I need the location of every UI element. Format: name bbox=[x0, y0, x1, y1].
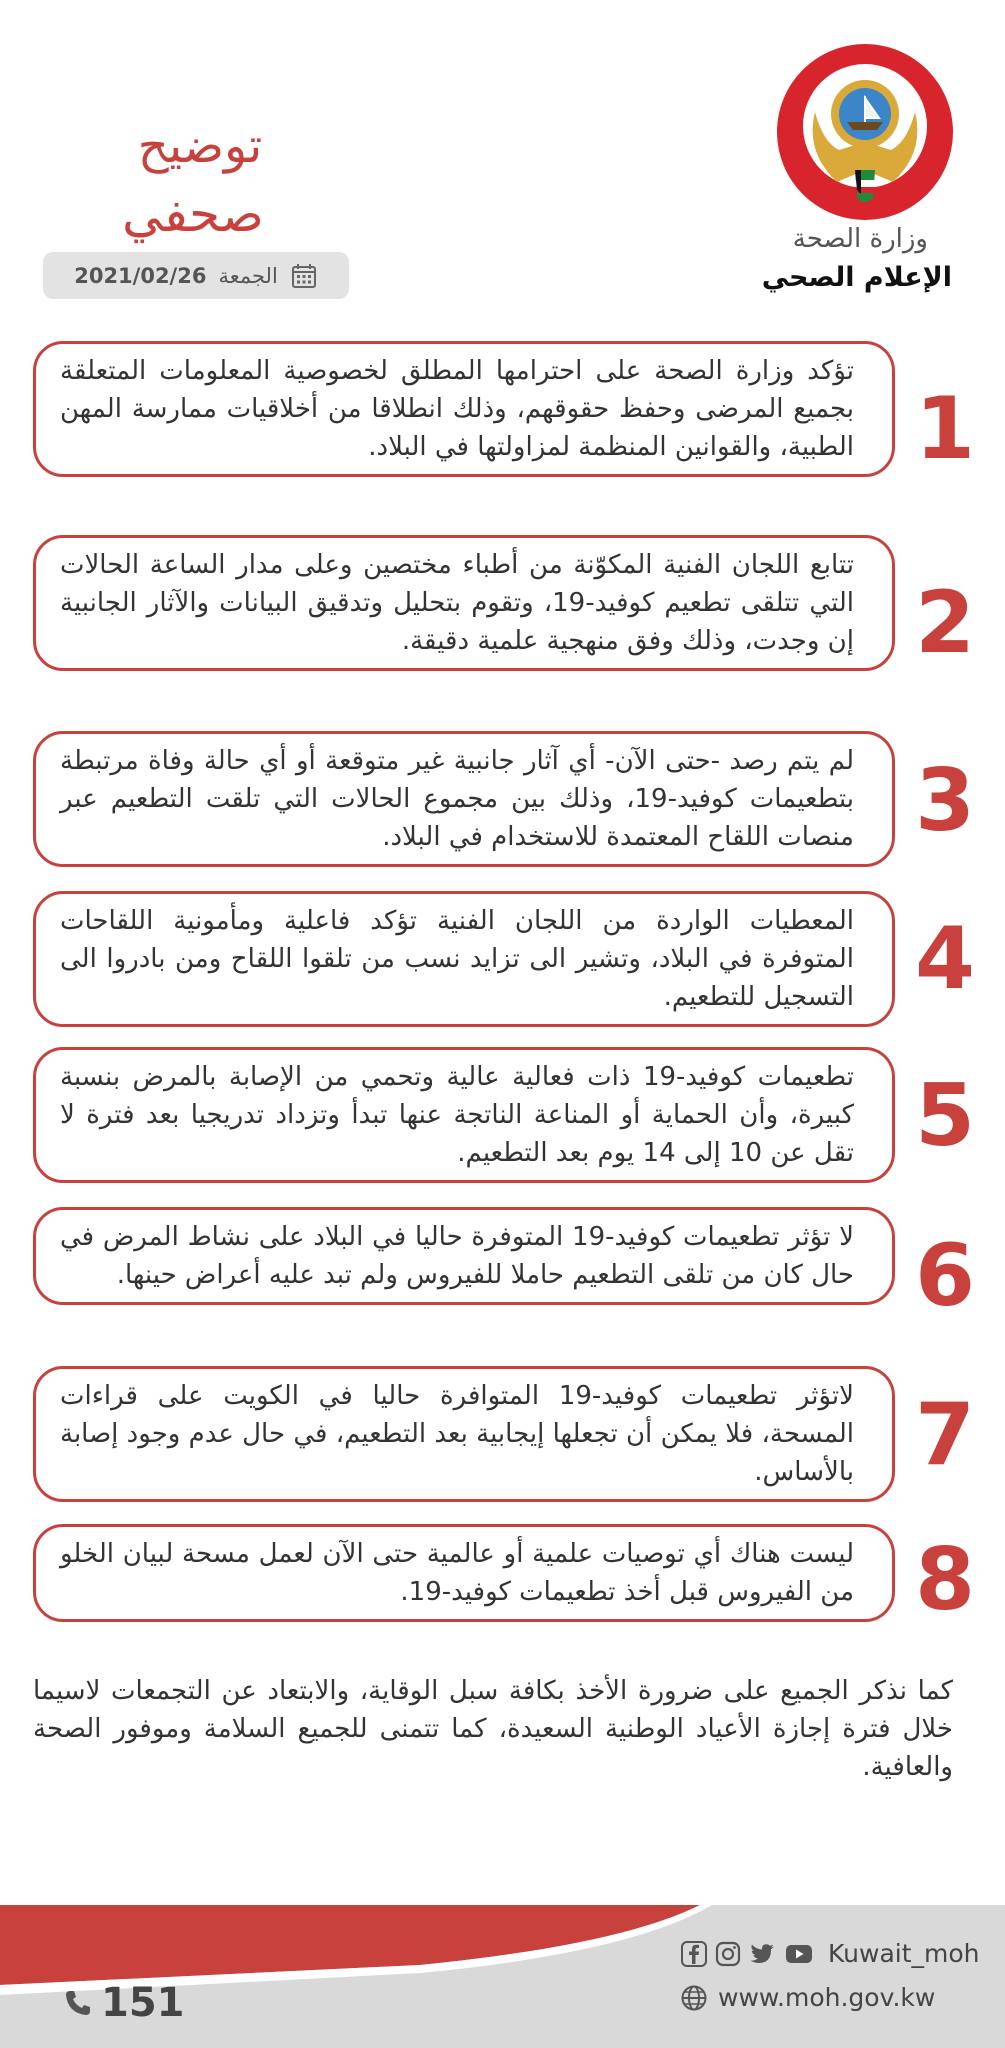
statement-text: تطعيمات كوفيد-19 ذات فعالية عالية وتحمي من الإصابة بالمرض بنسبة كبيرة، وأن الحماية أو المناعة الناتجة عنها تبدأ وتزداد تدريجيا بعد فترة لا تقل عن 10 إلى 14 يوم بعد التطعيم. bbox=[60, 1062, 854, 1168]
calendar-icon bbox=[290, 262, 318, 290]
date-badge bbox=[43, 252, 349, 299]
statement-text: ليست هناك أي توصيات علمية أو عالمية حتى الآن لعمل مسحة لبيان الخلو من الفيروس قبل أخذ تطعيمات كوفيد-19. bbox=[60, 1539, 854, 1607]
statement-number: 8 bbox=[915, 1530, 975, 1630]
website-url[interactable]: www.moh.gov.kw bbox=[718, 1983, 936, 2012]
social-handle[interactable]: Kuwait_moh bbox=[828, 1939, 980, 1968]
statement-number: 2 bbox=[915, 573, 975, 673]
website-link[interactable] bbox=[680, 1983, 935, 2012]
statement-item-7 bbox=[33, 1366, 895, 1502]
social-links bbox=[680, 1939, 980, 1968]
department-name: الإعلام الصحي bbox=[761, 262, 952, 293]
twitter-icon[interactable] bbox=[748, 1940, 776, 1968]
date-value: 2021/02/26 bbox=[74, 263, 207, 288]
instagram-icon[interactable] bbox=[714, 1940, 742, 1968]
statement-number: 7 bbox=[915, 1385, 975, 1485]
page-title: توضيح bbox=[137, 118, 263, 174]
page-subtitle: صحفي bbox=[122, 185, 264, 243]
statement-item-8 bbox=[33, 1524, 895, 1622]
statement-number: 3 bbox=[915, 751, 975, 851]
statement-text: تؤكد وزارة الصحة على احترامها المطلق لخصوصية المعلومات المتعلقة بجميع المرضى وحفظ حقوقهم، وذلك انطلاقا من أخلاقيات ممارسة المهن الطبية، والقوانين المنظمة لمزاولتها في البلاد. bbox=[60, 356, 854, 462]
statement-text: تتابع اللجان الفنية المكوّنة من أطباء مختصين وعلى مدار الساعة الحالات التي تتلقى تطعيم كوفيد-19، وتقوم بتحليل وتدقيق البيانات والآثار الجانبية إن وجدت، وذلك وفق منهجية علمية دقيقة. bbox=[60, 550, 854, 656]
youtube-icon[interactable] bbox=[782, 1940, 816, 1968]
statement-text: لاتؤثر تطعيمات كوفيد-19 المتوافرة حاليا في الكويت على قراءات المسحة، فلا يمكن أن تجعلها إيجابية بعد التطعيم، في حال عدم وجود إصابة بالأساس. bbox=[60, 1381, 854, 1487]
ministry-name: وزارة الصحة bbox=[792, 224, 928, 254]
hotline[interactable] bbox=[63, 1980, 185, 2026]
statement-number: 4 bbox=[915, 909, 975, 1009]
statement-text: المعطيات الواردة من اللجان الفنية تؤكد فاعلية ومأمونية اللقاحات المتوفرة في البلاد، وتشير الى تزايد نسب من تلقوا اللقاح ومن بادروا الى التسجيل للتطعيم. bbox=[60, 906, 854, 1012]
statement-text: لم يتم رصد -حتى الآن- أي آثار جانبية غير متوقعة أو أي حالة وفاة مرتبطة بتطعيمات كوفيد-19، وذلك بين مجموع الحالات التي تلقت التطعيم عبر منصات اللقاح المعتمدة للاستخدام في البلاد. bbox=[60, 746, 854, 852]
phone-icon bbox=[63, 1988, 93, 2018]
statement-text: لا تؤثر تطعيمات كوفيد-19 المتوفرة حاليا في البلاد على نشاط المرض في حال كان من تلقى التطعيم حاملا للفيروس ولم تبد عليه أعراض حينها. bbox=[60, 1222, 854, 1290]
statement-number: 5 bbox=[915, 1066, 975, 1166]
footer-background bbox=[0, 1905, 1005, 2048]
facebook-icon[interactable] bbox=[680, 1940, 708, 1968]
date-day: الجمعة bbox=[218, 263, 278, 288]
hotline-number[interactable]: 151 bbox=[101, 1980, 185, 2026]
statement-item-4 bbox=[33, 891, 895, 1027]
statement-number: 1 bbox=[915, 379, 975, 479]
ministry-emblem bbox=[775, 42, 955, 222]
statement-item-1 bbox=[33, 341, 895, 477]
statement-item-3 bbox=[33, 731, 895, 867]
statement-item-6 bbox=[33, 1207, 895, 1305]
statement-number: 6 bbox=[915, 1226, 975, 1326]
globe-icon bbox=[680, 1984, 708, 2012]
statement-item-2 bbox=[33, 535, 895, 671]
statement-item-5 bbox=[33, 1047, 895, 1183]
closing-paragraph: كما نذكر الجميع على ضرورة الأخذ بكافة سبل الوقاية، والابتعاد عن التجمعات لاسيما خلال فترة إجازة الأعياد الوطنية السعيدة، كما تتمنى للجميع السلامة وموفور الصحة والعافية. bbox=[33, 1676, 953, 1782]
